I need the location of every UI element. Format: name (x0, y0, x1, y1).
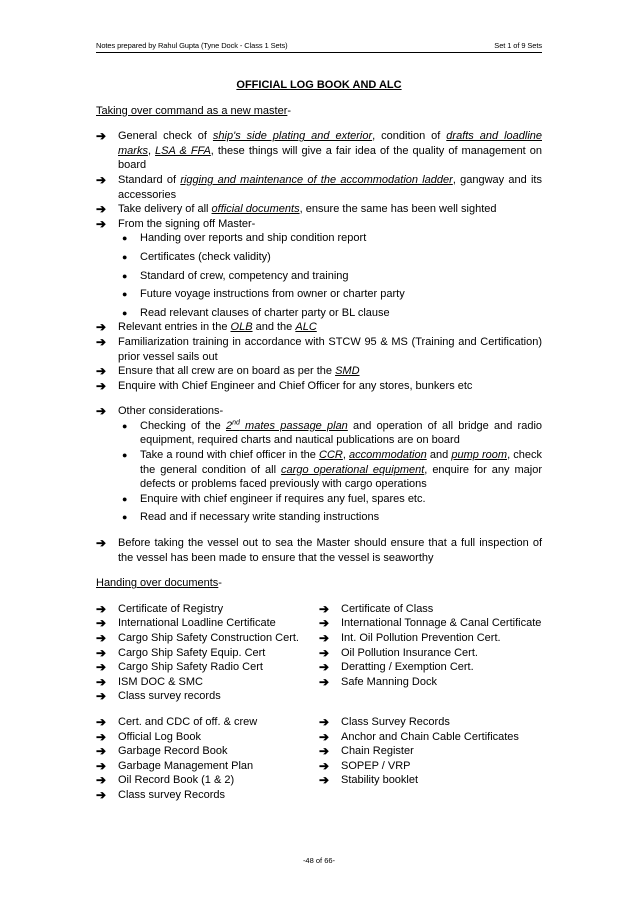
sub-item-enquire-ce: ● Enquire with chief engineer if requires any fuel, spares etc. (122, 492, 426, 505)
document-list-item: ➔ International Tonnage & Canal Certificate (319, 616, 542, 631)
arrow-icon: ➔ (96, 172, 107, 187)
arrow-icon: ➔ (319, 645, 330, 660)
document-list-item: ➔ Deratting / Exemption Cert. (319, 660, 474, 675)
list-item-other: ➔ Other considerations- (96, 404, 224, 419)
bullet-icon: ● (122, 450, 128, 461)
bullet-icon: ● (122, 512, 128, 523)
document-list-item: ➔ Oil Record Book (1 & 2) (96, 773, 235, 788)
section-heading-taking-over: Taking over command as a new master- (96, 104, 292, 117)
arrow-icon: ➔ (96, 714, 107, 729)
list-item-familiarization: ➔ Familiarization training in accordance with STCW 95 & MS (Training and Certification) prior vessel sails out (96, 334, 542, 363)
document-list-item: ➔ Garbage Management Plan (96, 758, 254, 773)
header-divider (96, 52, 542, 53)
arrow-icon: ➔ (96, 744, 107, 759)
document-list-item: ➔ Cargo Ship Safety Construction Cert. (96, 631, 299, 645)
document-list-item: ➔ Certificate of Registry (96, 601, 224, 616)
header-author: Notes prepared by Rahul Gupta (Tyne Dock - Class 1 Sets) (96, 41, 288, 50)
documents-group-2 (96, 715, 542, 803)
arrow-icon: ➔ (319, 773, 330, 788)
document-list-item: ➔ Int. Oil Pollution Prevention Cert. (319, 631, 501, 645)
arrow-icon: ➔ (319, 616, 330, 631)
arrow-icon: ➔ (319, 631, 330, 645)
list-item-enquire: ➔ Enquire with Chief Engineer and Chief Officer for any stores, bunkers etc (96, 378, 473, 393)
arrow-icon: ➔ (319, 758, 330, 773)
document-list-item: ➔ Cert. and CDC of off. & crew (96, 714, 258, 729)
arrow-icon: ➔ (96, 773, 107, 788)
document-list-item: ➔ Safe Manning Dock (319, 674, 437, 689)
arrow-icon: ➔ (96, 660, 107, 675)
arrow-icon: ➔ (96, 631, 107, 645)
list-item-crew-on-board: ➔ Ensure that all crew are on board as per the SMD (96, 364, 360, 379)
arrow-icon: ➔ (96, 601, 107, 616)
document-list-item: ➔ Garbage Record Book (96, 744, 228, 759)
bullet-icon: ● (122, 493, 128, 504)
document-list-item: ➔ Class Survey Records (319, 714, 450, 729)
sub-item-standing: ● Read and if necessary write standing instructions (122, 511, 380, 524)
list-item-standard: ➔ Standard of rigging and maintenance of the accommodation ladder, gangway and its accessories (96, 172, 542, 201)
document-list-item: ➔ Certificate of Class (319, 601, 434, 616)
bullet-icon: ● (122, 251, 128, 262)
sub-item: ● Read relevant clauses of charter party or BL clause (122, 306, 390, 319)
bullet-icon: ● (122, 307, 128, 318)
sub-item-checking: ● Checking of the 2nd mates passage plan and operation of all bridge and radio equipment, required charts and nautical publications are on board (122, 419, 543, 447)
sub-item: ● Certificates (check validity) (122, 250, 271, 263)
arrow-icon: ➔ (96, 364, 107, 379)
document-list-item: ➔ Stability booklet (319, 773, 419, 788)
sub-item: ● Handing over reports and ship condition report (122, 232, 367, 245)
bullet-icon: ● (122, 270, 128, 281)
arrow-icon: ➔ (96, 334, 107, 349)
page-title: OFFICIAL LOG BOOK AND ALC (236, 79, 402, 91)
arrow-icon: ➔ (96, 378, 107, 393)
list-item-relevant-entries: ➔ Relevant entries in the OLB and the ALC (96, 320, 317, 335)
document-list-item: ➔ Cargo Ship Safety Equip. Cert (96, 645, 266, 660)
document-list-item: ➔ Anchor and Chain Cable Certificates (319, 729, 519, 744)
arrow-icon: ➔ (96, 729, 107, 744)
arrow-icon: ➔ (96, 216, 107, 231)
documents-column-right (319, 715, 542, 803)
sub-item-round: ● Take a round with chief officer in the CCR, accommodation and pump room, check the general condition of all cargo operational equipment, enquire for any major defects or problems faced previously with cargo operations (122, 449, 542, 491)
documents-column-left (96, 715, 319, 803)
arrow-icon: ➔ (96, 758, 107, 773)
arrow-icon: ➔ (96, 536, 107, 551)
arrow-icon: ➔ (319, 674, 330, 689)
bullet-icon: ● (122, 289, 128, 300)
arrow-icon: ➔ (96, 689, 107, 704)
list-item-general-check: ➔ General check of ship's side plating and exterior, condition of drafts and loadline marks, LSA & FFA, these things will give a fair idea of the quality of management on board (96, 129, 543, 172)
documents-column-left (96, 602, 319, 704)
documents-group-1 (96, 602, 542, 704)
arrow-icon: ➔ (319, 729, 330, 744)
arrow-icon: ➔ (96, 645, 107, 660)
document-list-item: ➔ International Loadline Certificate (96, 616, 276, 631)
header-set: Set 1 of 9 Sets (494, 41, 542, 50)
sub-item: ● Standard of crew, competency and training (122, 269, 349, 282)
sub-item: ● Future voyage instructions from owner or charter party (122, 288, 405, 301)
bullet-icon: ● (122, 233, 128, 244)
arrow-icon: ➔ (96, 129, 107, 144)
document-list-item: ➔ Official Log Book (96, 729, 201, 744)
list-item-signing-off: ➔ From the signing off Master- (96, 216, 256, 231)
arrow-icon: ➔ (96, 404, 107, 419)
document-list-item: ➔ ISM DOC & SMC (96, 674, 203, 689)
document-list-item: ➔ Class survey records (96, 689, 221, 704)
document-list-item: ➔ Cargo Ship Safety Radio Cert (96, 660, 263, 675)
bullet-icon: ● (122, 420, 128, 431)
arrow-icon: ➔ (319, 714, 330, 729)
arrow-icon: ➔ (319, 660, 330, 675)
page-content (96, 78, 542, 803)
document-list-item: ➔ Chain Register (319, 744, 414, 759)
arrow-icon: ➔ (319, 601, 330, 616)
arrow-icon: ➔ (319, 744, 330, 759)
arrow-icon: ➔ (96, 616, 107, 631)
arrow-icon: ➔ (96, 202, 107, 217)
document-list-item: ➔ SOPEP / VRP (319, 758, 411, 773)
page-number: -48 of 66- (302, 856, 336, 865)
document-list-item: ➔ Oil Pollution Insurance Cert. (319, 645, 478, 660)
arrow-icon: ➔ (96, 320, 107, 335)
arrow-icon: ➔ (96, 787, 107, 802)
document-list-item: ➔ Class survey Records (96, 787, 225, 802)
section-heading-handing-over: Handing over documents- (96, 577, 222, 590)
list-item-inspection: ➔ Before taking the vessel out to sea the Master should ensure that a full inspection of the vessel has been made to ensure that the vessel is seaworthy (96, 536, 542, 564)
arrow-icon: ➔ (96, 674, 107, 689)
documents-column-right (319, 602, 542, 704)
list-item-delivery: ➔ Take delivery of all official documents, ensure the same has been well sighted (96, 202, 497, 217)
